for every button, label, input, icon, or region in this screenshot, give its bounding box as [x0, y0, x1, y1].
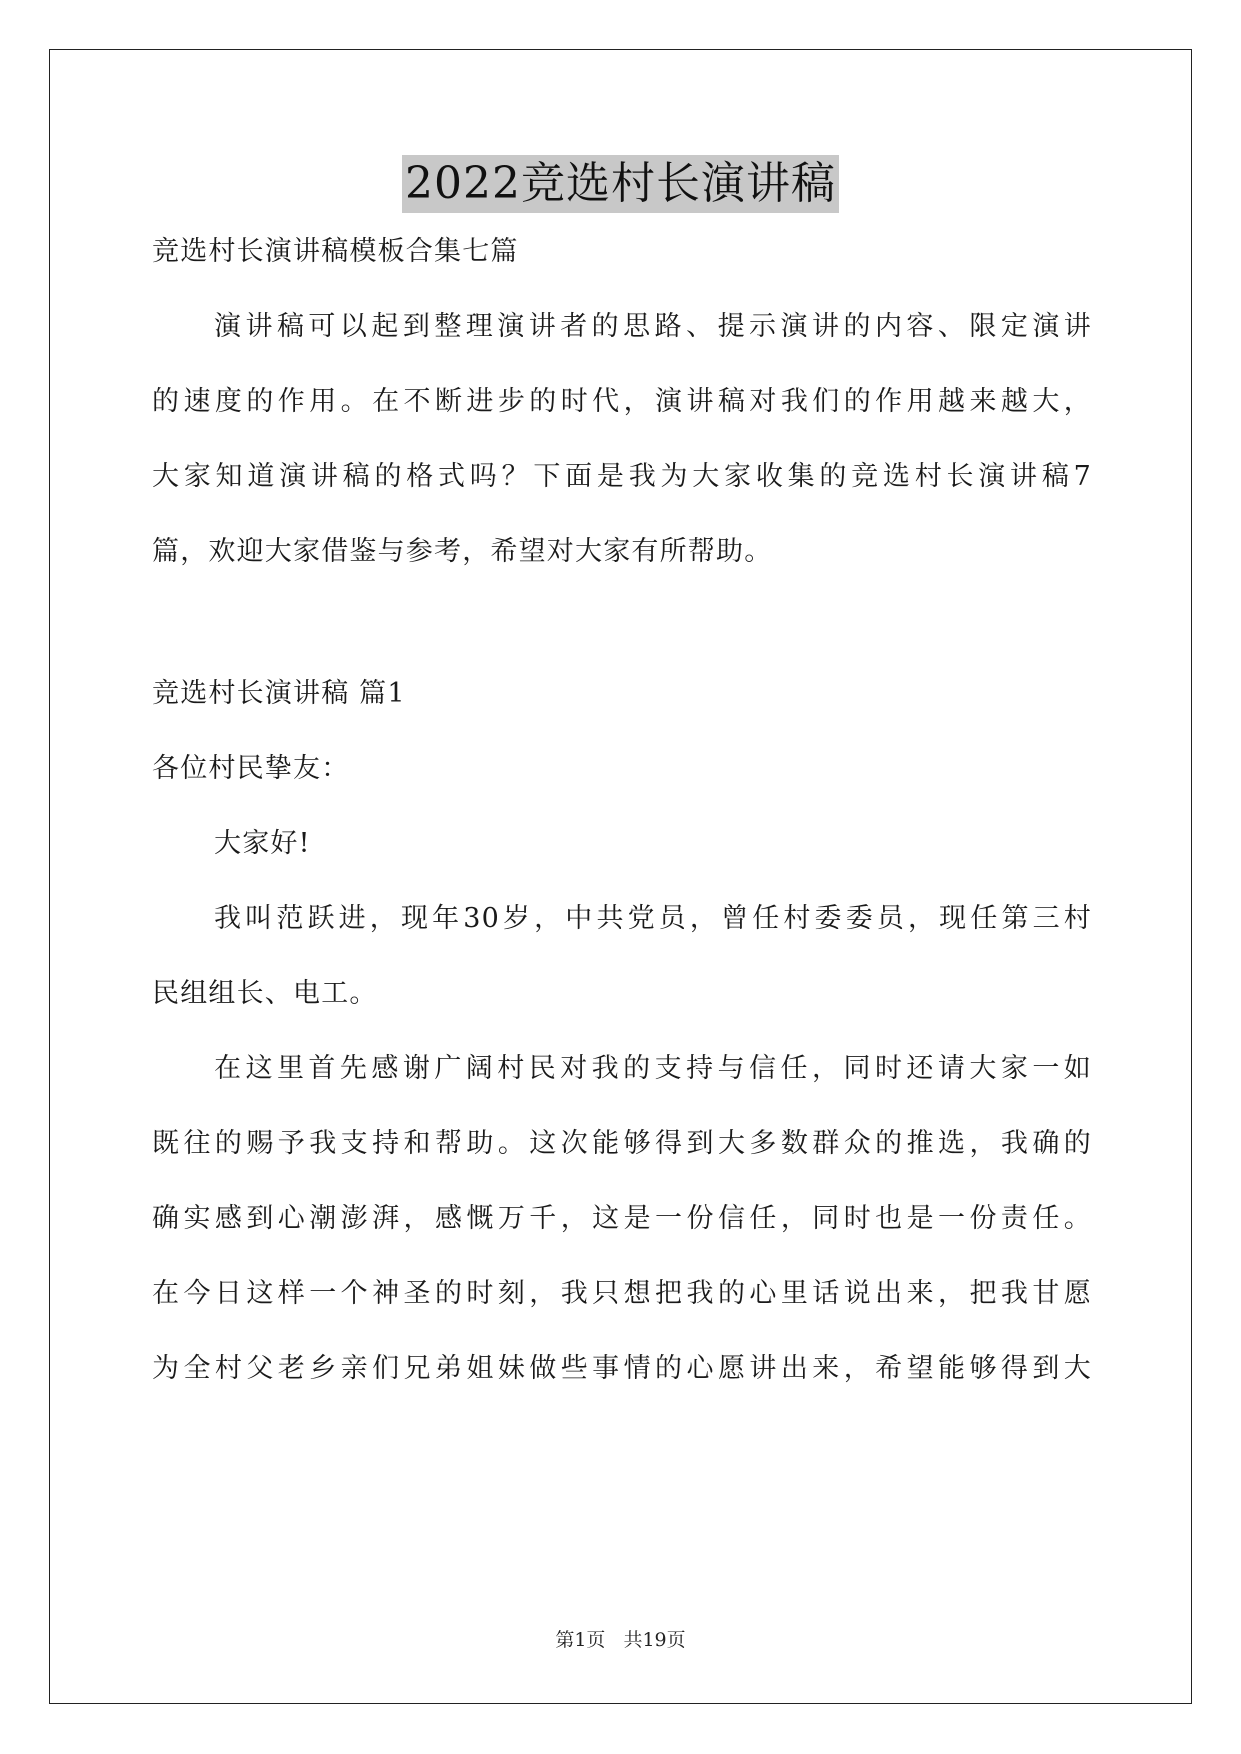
body-paragraph-line: 民组组长、电工。	[152, 978, 378, 1009]
body-paragraph-line: 在这里首先感谢广阔村民对我的支持与信任，同时还请大家一如	[214, 1053, 1092, 1084]
greeting-line: 大家好!	[214, 828, 311, 859]
intro-paragraph-line: 篇，欢迎大家借鉴与参考，希望对大家有所帮助。	[152, 536, 773, 567]
body-paragraph-line: 在今日这样一个神圣的时刻，我只想把我的心里话说出来，把我甘愿	[152, 1278, 1092, 1309]
body-paragraph-line: 为全村父老乡亲们兄弟姐妹做些事情的心愿讲出来，希望能够得到大	[152, 1353, 1092, 1384]
body-paragraph-line: 我叫范跃进，现年30岁，中共党员，曾任村委委员，现任第三村	[214, 903, 1092, 934]
intro-paragraph-line: 大家知道演讲稿的格式吗？下面是我为大家收集的竞选村长演讲稿7	[152, 461, 1092, 492]
section-heading: 竞选村长演讲稿 篇1	[152, 678, 406, 709]
page-number: 第1页	[555, 1629, 606, 1651]
total-pages: 共19页	[623, 1629, 686, 1651]
intro-paragraph-line: 演讲稿可以起到整理演讲者的思路、提示演讲的内容、限定演讲	[214, 311, 1092, 342]
body-paragraph-line: 确实感到心潮澎湃，感慨万千，这是一份信任，同时也是一份责任。	[152, 1203, 1092, 1234]
document-title: 2022竞选村长演讲稿	[402, 155, 839, 213]
body-paragraph-line: 既往的赐予我支持和帮助。这次能够得到大多数群众的推选，我确的	[152, 1128, 1092, 1159]
intro-paragraph-line: 的速度的作用。在不断进步的时代，演讲稿对我们的作用越来越大，	[152, 386, 1092, 417]
title-block	[0, 155, 1241, 213]
salutation-line: 各位村民挚友：	[152, 753, 350, 784]
page-footer	[0, 1628, 1241, 1652]
subtitle-line: 竞选村长演讲稿模板合集七篇	[152, 236, 519, 267]
document-body	[152, 232, 1092, 1389]
